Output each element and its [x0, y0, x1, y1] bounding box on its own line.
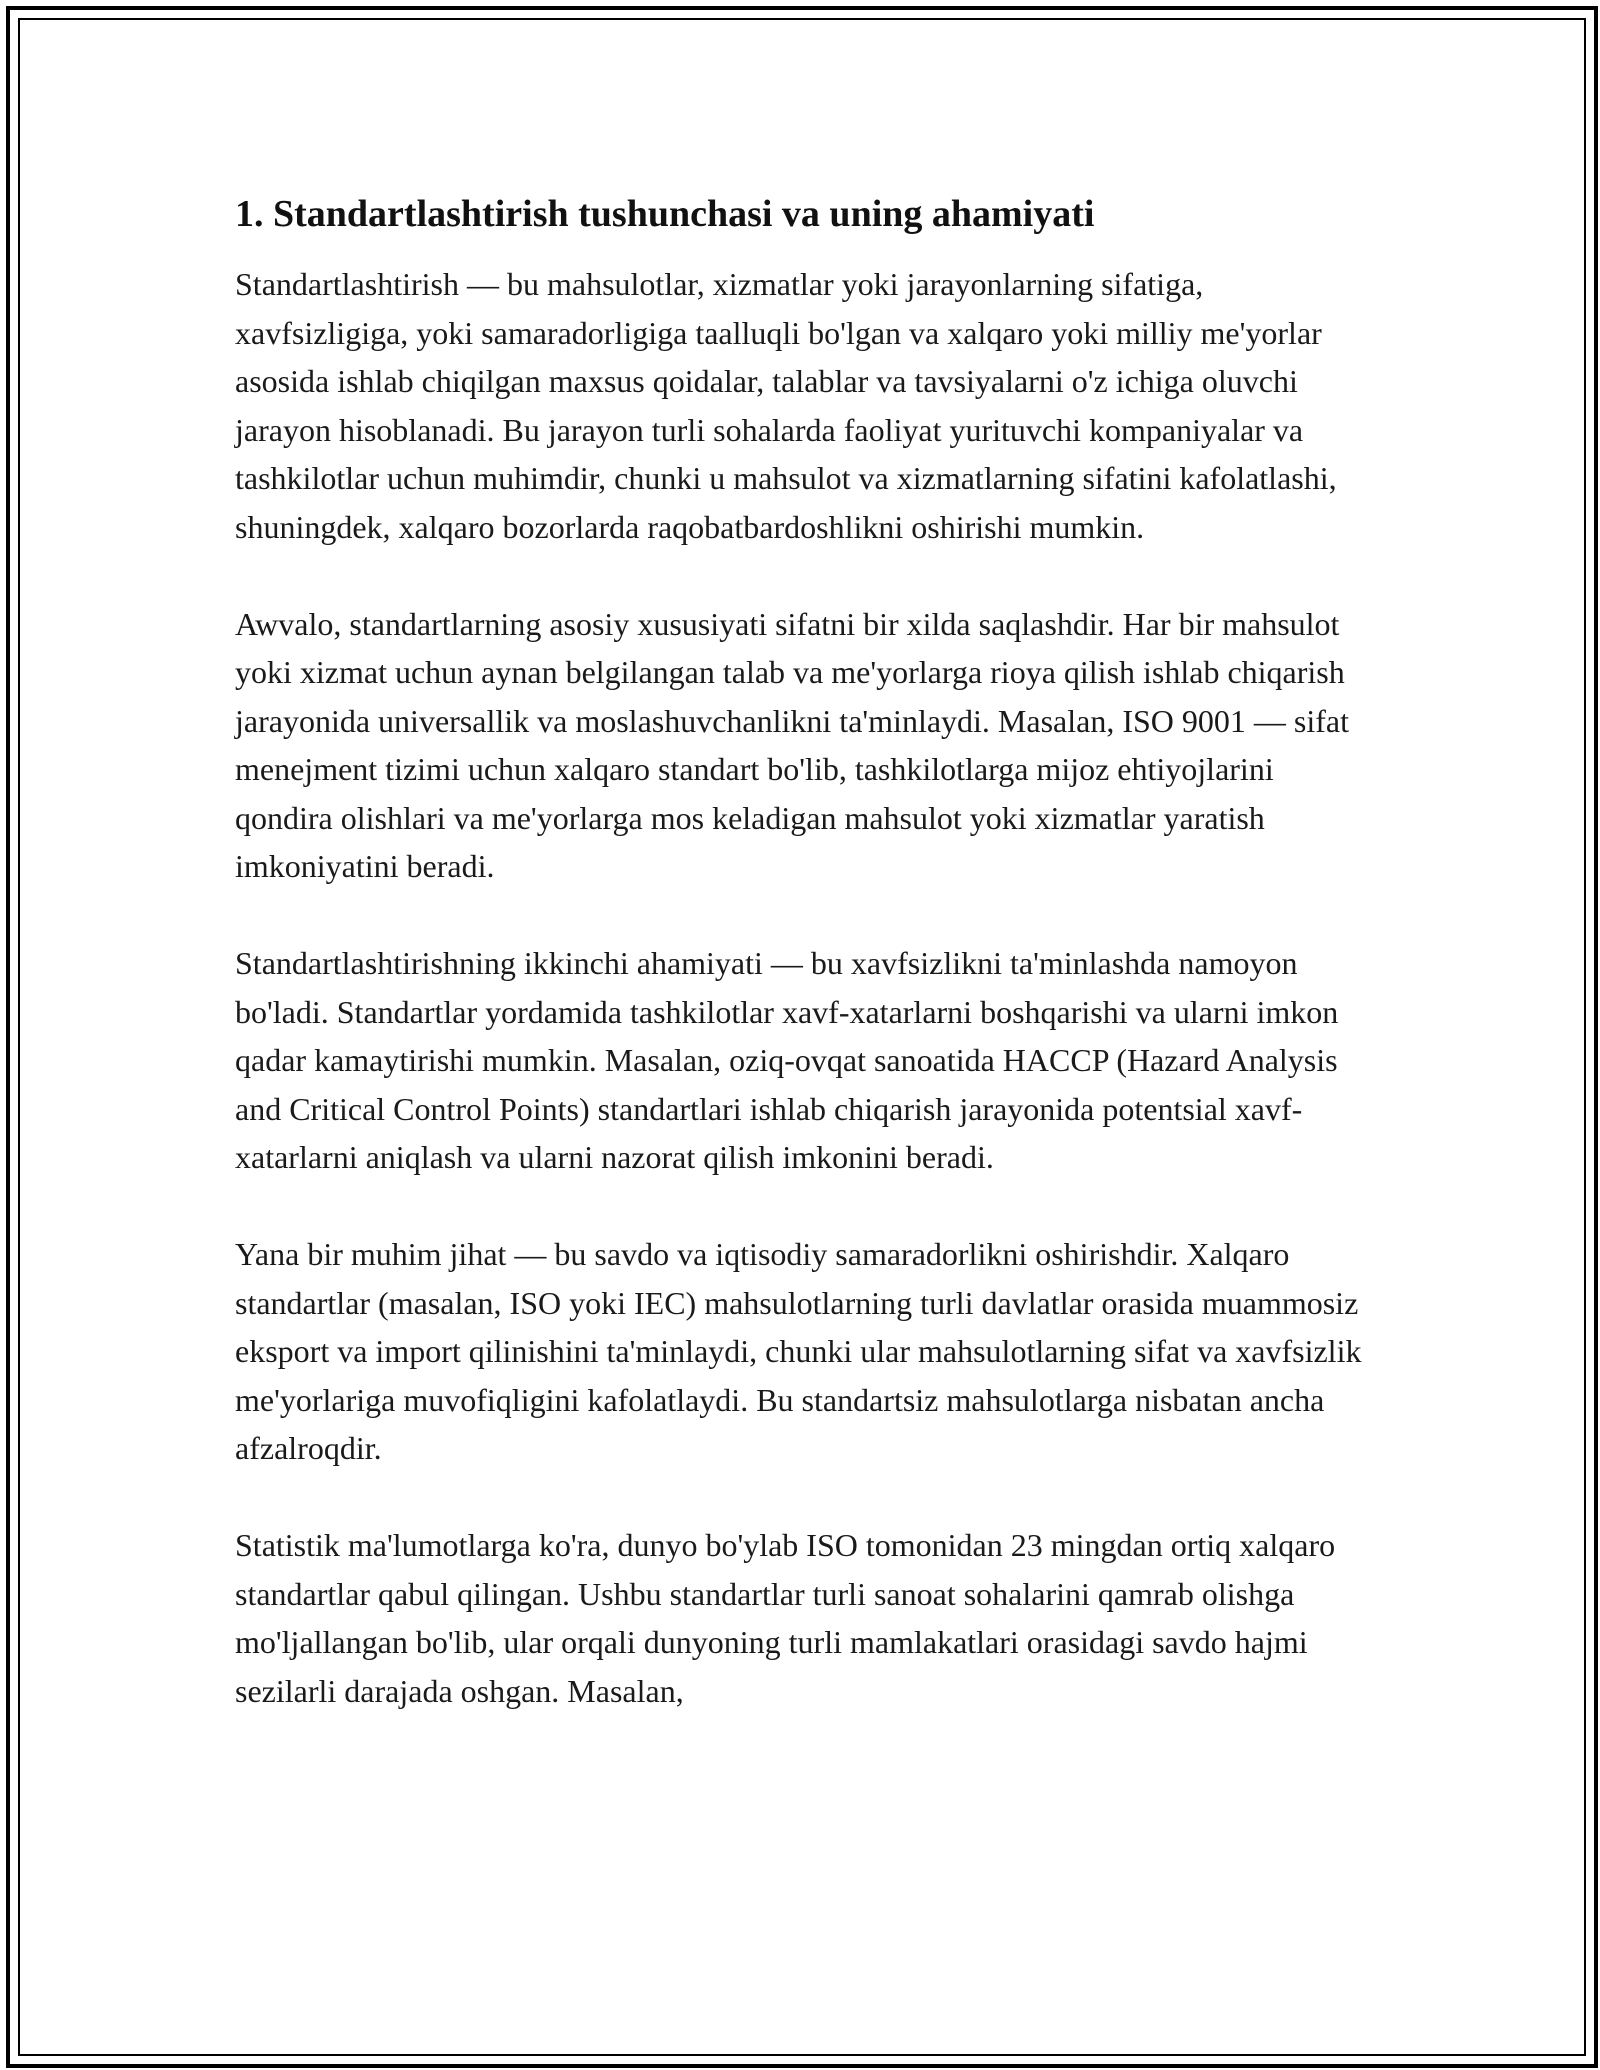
paragraph-quality: Awvalo, standartlarning asosiy xususiyati sifatni bir xilda saqlashdir. Har bir mahsulot yoki xizmat uchun aynan belgilangan talab va me'yorlarga rioya qilish ishlab chiqarish jarayonida universallik va moslashuvchanlikni ta'minlaydi. Masalan, ISO 9001 — sifat menejment tizimi uchun xalqaro standart bo'lib, tashkilotlarga mijoz ehtiyojlarini qondira olishlari va me'yorlarga mos keladigan mahsulot yoki xizmatlar yaratish imkoniyatini beradi. [235, 605, 1349, 884]
document-body [235, 190, 1375, 1764]
section-heading: 1. Standartlashtirish tushunchasi va uning ahamiyati [235, 193, 1095, 235]
paragraph-trade: Yana bir muhim jihat — bu savdo va iqtisodiy samaradorlikni oshirishdir. Xalqaro standartlar (masalan, ISO yoki IEC) mahsulotlarning turli davlatlar orasida muammosiz eksport va import qilinishini ta'minlaydi, chunki ular mahsulotlarning sifat va xavfsizlik me'yorlariga muvofiqligini kafolatlaydi. Bu standartsiz mahsulotlarga nisbatan ancha afzalroqdir. [235, 1236, 1362, 1466]
paragraph-definition: Standartlashtirish — bu mahsulotlar, xizmatlar yoki jarayonlarning sifatiga, xavfsizligiga, yoki samaradorligiga taalluqli bo'lgan va xalqaro yoki milliy me'yorlar asosida ishlab chiqilgan maxsus qoidalar, talablar va tavsiyalarni o'z ichiga oluvchi jarayon hisoblanadi. Bu jarayon turli sohalarda faoliyat yurituvchi kompaniyalar va tashkilotlar uchun muhimdir, chunki u mahsulot va xizmatlarning sifatini kafolatlashi, shuningdek, xalqaro bozorlarda raqobatbardoshlikni oshirishi mumkin. [235, 266, 1337, 545]
paragraph-safety: Standartlashtirishning ikkinchi ahamiyati — bu xavfsizlikni ta'minlashda namoyon bo'ladi. Standartlar yordamida tashkilotlar xavf-xatarlarni boshqarishi va ularni imkon qadar kamaytirishi mumkin. Masalan, oziq-ovqat sanoatida HACCP (Hazard Analysis and Critical Control Points) standartlari ishlab chiqarish jarayonida potentsial xavf-xatarlarni aniqlash va ularni nazorat qilish imkonini beradi. [235, 945, 1339, 1175]
paragraph-statistics: Statistik ma'lumotlarga ko'ra, dunyo bo'ylab ISO tomonidan 23 mingdan ortiq xalqaro standartlar qabul qilingan. Ushbu standartlar turli sanoat sohalarini qamrab olishga mo'ljallangan bo'lib, ular orqali dunyoning turli mamlakatlari orasidagi savdo hajmi sezilarli darajada oshgan. Masalan, [235, 1527, 1336, 1709]
